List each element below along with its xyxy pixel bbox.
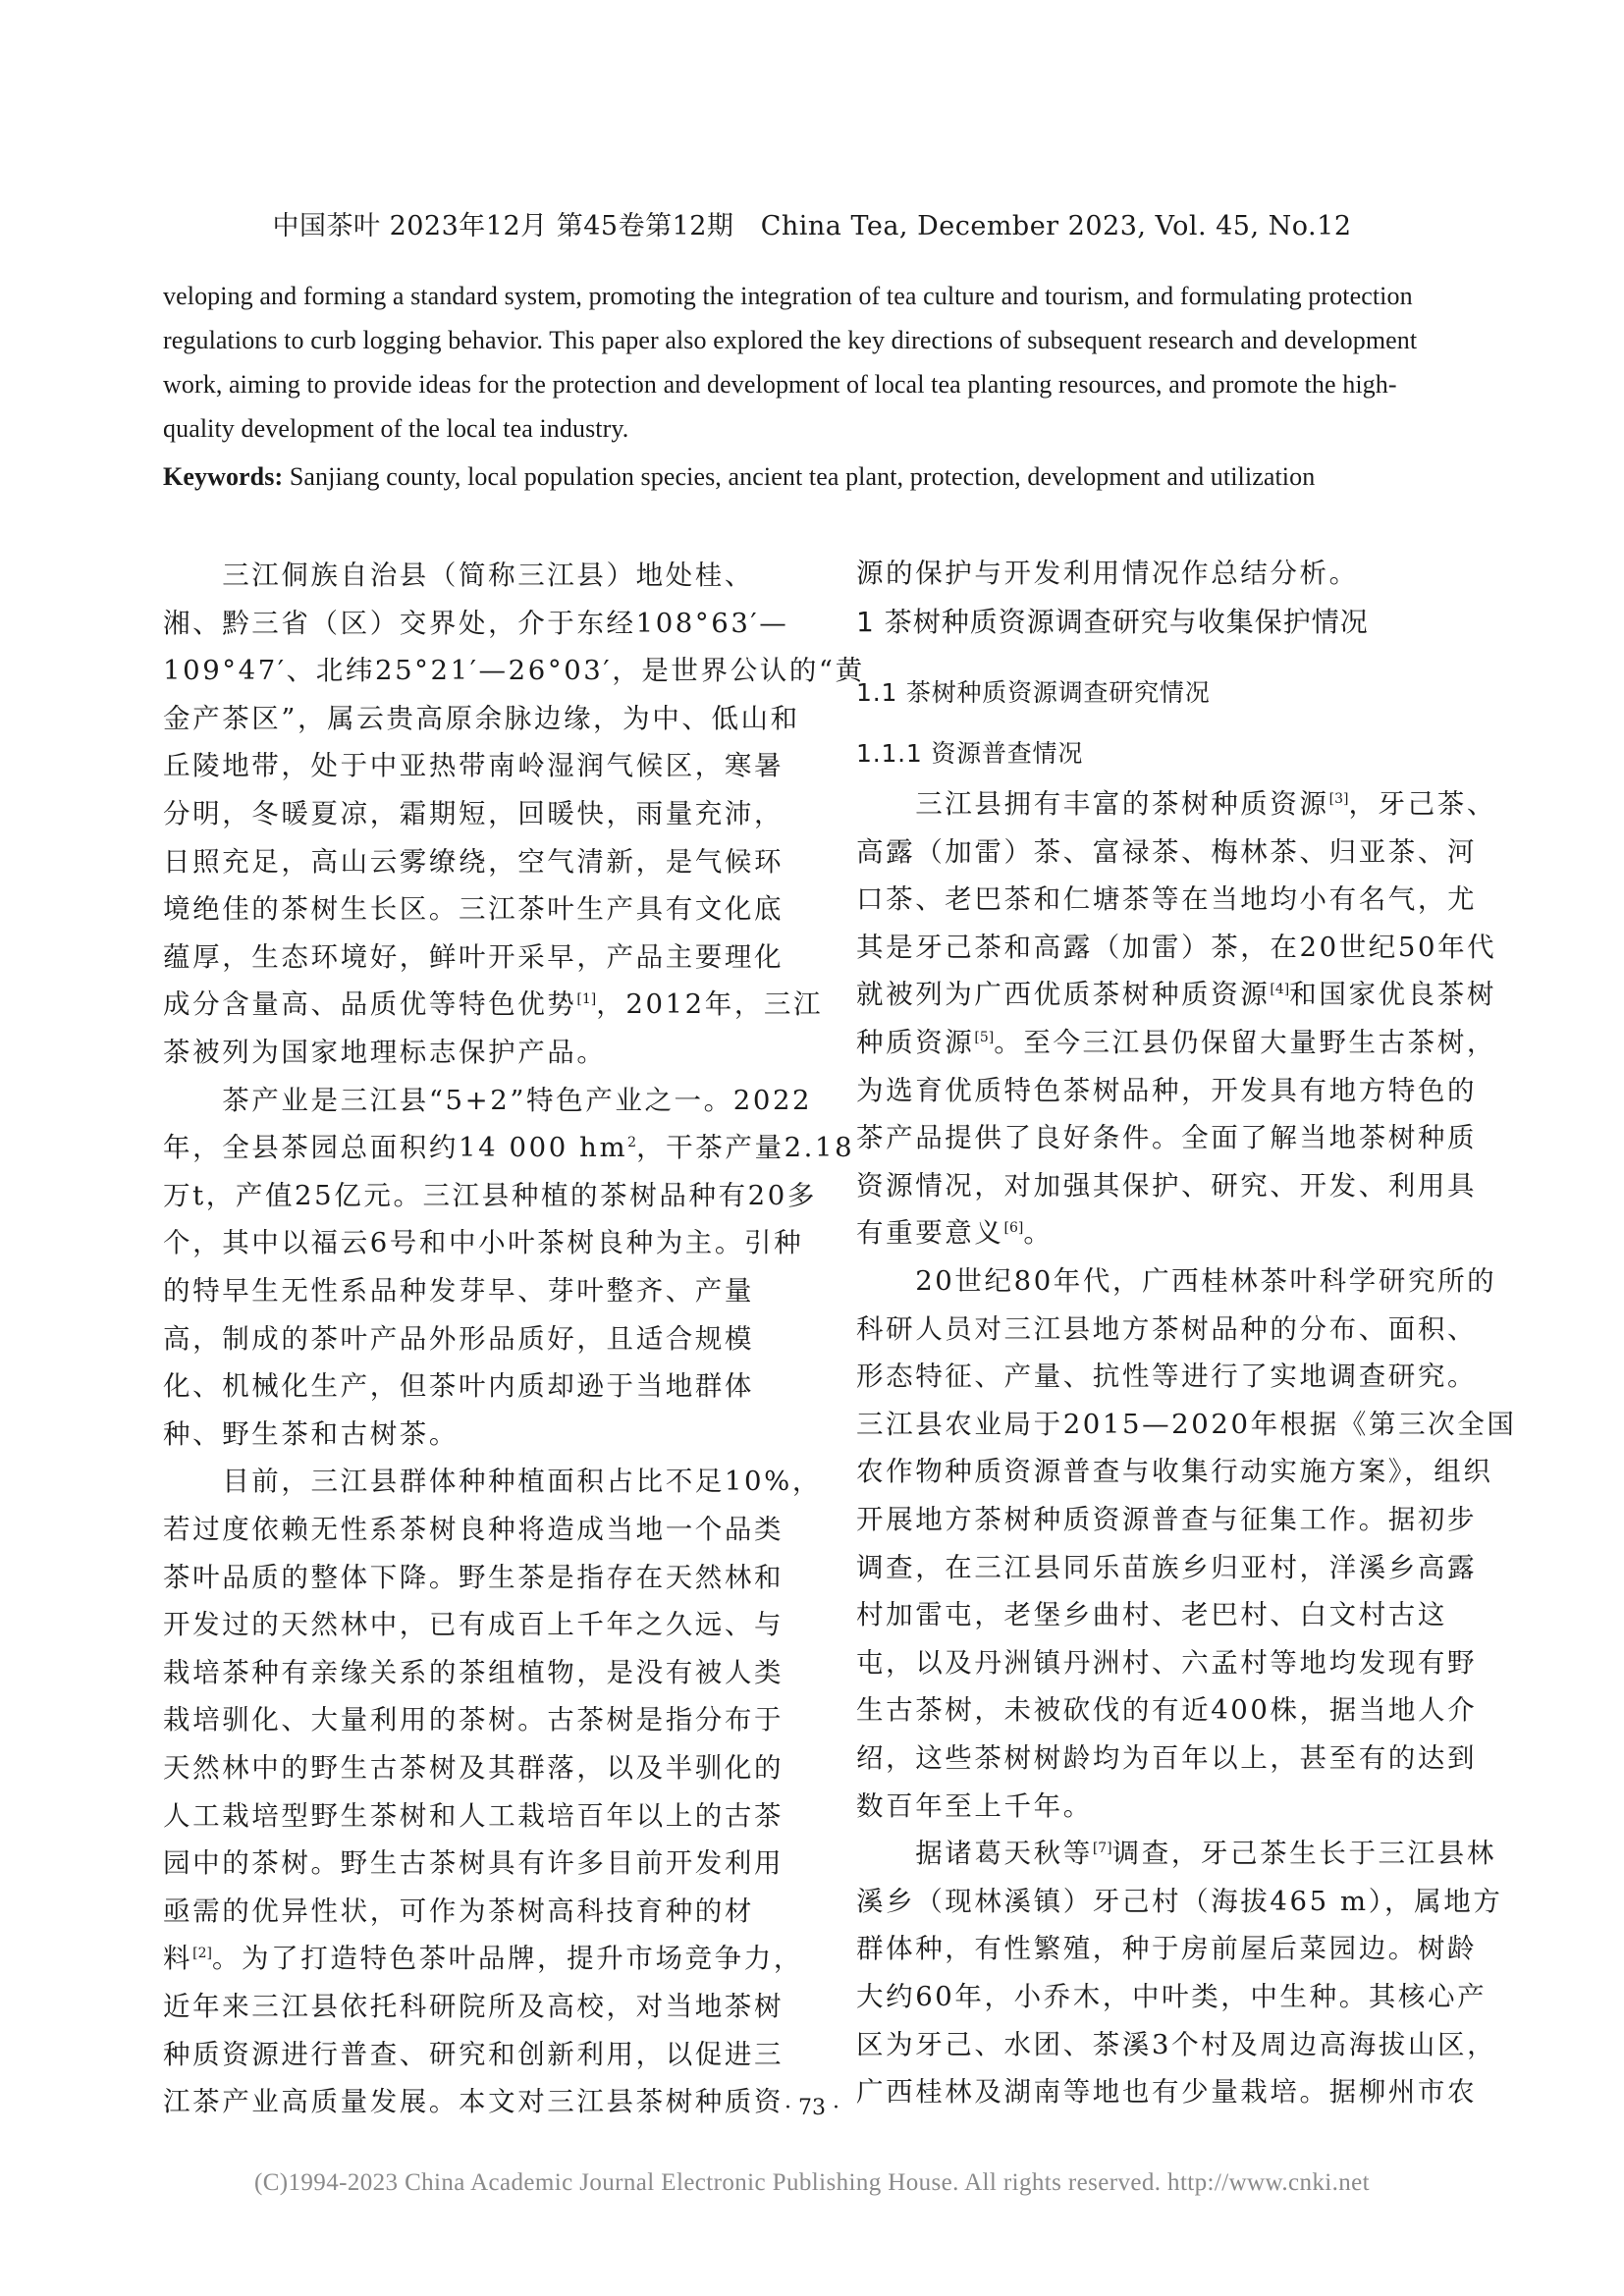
body-text-line: 村加雷屯，老堡乡曲村、老巴村、白文村古这: [856, 1599, 1447, 1631]
body-text-line: 三江侗族自治县（简称三江县）地处桂、: [163, 560, 754, 591]
body-text-line: 三江县拥有丰富的茶树种质资源[3]，牙己茶、: [856, 788, 1496, 820]
abstract-line: work, aiming to provide ideas for the protection and development of local tea planting resources, and promote the high-: [163, 370, 1397, 399]
body-text-line: 有重要意义[6]。: [856, 1217, 1054, 1250]
body-text-line: 化、机械化生产，但茶叶内质却逊于当地群体: [163, 1370, 754, 1403]
body-text-line: 种质资源进行普查、研究和创新利用，以促进三: [163, 2038, 785, 2070]
body-text-line: 湘、黔三省（区）交界处，介于东经108°63′—: [163, 607, 789, 639]
body-text-line: 开展地方茶树种质资源普查与征集工作。据初步: [856, 1504, 1478, 1535]
body-text-line: 口茶、老巴茶和仁塘茶等在当地均小有名气，尤: [856, 883, 1478, 916]
copyright-watermark: (C)1994-2023 China Academic Journal Electronic Publishing House. All rights reserved. http://www.cnki.net: [253, 2169, 1371, 2196]
body-text-line: 屯，以及丹洲镇丹洲村、六孟村等地均发现有野: [856, 1646, 1478, 1679]
body-text-line: 成分含量高、品质优等特色优势[1]，2012年，三江: [163, 988, 824, 1021]
body-text-line: 茶产业是三江县“5+2”特色产业之一。2022: [163, 1084, 813, 1116]
citation-ref: [6]: [1003, 1220, 1024, 1237]
body-text-line: 生古茶树，未被砍伐的有近400株，据当地人介: [856, 1694, 1478, 1727]
citation-ref: [4]: [1270, 982, 1290, 998]
running-header: [0, 204, 1624, 242]
abstract-line: veloping and forming a standard system, promoting the integration of tea culture and tourism, and formulating protection: [163, 282, 1413, 310]
body-text-line: 广西桂林及湖南等地也有少量栽培。据柳州市农: [856, 2076, 1478, 2109]
body-text-line: 形态特征、产量、抗性等进行了实地调查研究。: [856, 1361, 1478, 1393]
citation-ref: [2]: [192, 1946, 212, 1962]
body-text-line: 金产茶区”，属云贵高原余脉边缘，为中、低山和: [163, 702, 800, 734]
body-text-line: 分明，冬暖夏凉，霜期短，回暖快，雨量充沛，: [163, 798, 785, 829]
body-text-line: 江茶产业高质量发展。本文对三江县茶树种质资: [163, 2086, 785, 2118]
page-number: · 73 ·: [785, 2096, 839, 2120]
citation-ref: [7]: [1092, 1841, 1112, 1857]
body-text-line: 亟需的优异性状，可作为茶树高科技育种的材: [163, 1895, 754, 1927]
body-text-line: 境绝佳的茶树生长区。三江茶叶生产具有文化底: [163, 893, 785, 926]
body-text-line: 年，全县茶园总面积约14 000 $hm^2$，干茶产量2.18: [163, 1132, 855, 1164]
keywords: [163, 462, 1469, 492]
body-text-line: 调查，在三江县同乐苗族乡归亚村，洋溪乡高露: [856, 1551, 1478, 1583]
body-text-line: 高露（加雷）茶、富禄茶、梅林茶、归亚茶、河: [856, 835, 1478, 868]
section-heading: 1.1 茶树种质资源调查研究情况: [856, 678, 1211, 707]
body-text-line: 资源情况，对加强其保护、研究、开发、利用具: [856, 1169, 1478, 1201]
body-text-line: 就被列为广西优质茶树种质资源[4]和国家优良茶树: [856, 979, 1496, 1011]
body-text-line: 园中的茶树。野生古茶树具有许多目前开发利用: [163, 1847, 785, 1880]
keywords-text: Sanjiang county, local population species, ancient tea plant, protection, development and utilization: [283, 462, 1316, 491]
journal-title-en: China Tea, December 2023, Vol. 45, No.12: [760, 211, 1352, 241]
keywords-label: Keywords:: [163, 462, 284, 491]
body-text-line: 个，其中以福云6号和中小叶茶树良种为主。引种: [163, 1227, 804, 1259]
body-text-line: 天然林中的野生古茶树及其群落，以及半驯化的: [163, 1752, 785, 1784]
body-text-line: 群体种，有性繁殖，种于房前屋后菜园边。树龄: [856, 1933, 1478, 1965]
body-text-line: 蕴厚，生态环境好，鲜叶开采早，产品主要理化: [163, 940, 785, 973]
body-text-line: 三江县农业局于2015—2020年根据《第三次全国: [856, 1408, 1517, 1440]
body-text-line: 茶产品提供了良好条件。全面了解当地茶树种质: [856, 1122, 1478, 1154]
body-text-line: 料[2]。为了打造特色茶叶品牌，提升市场竞争力，: [163, 1943, 803, 1975]
body-text-line: 栽培茶种有亲缘关系的茶组植物，是没有被人类: [163, 1656, 785, 1688]
body-text-line: 万t，产值25亿元。三江县种植的茶树品种有20多: [163, 1179, 817, 1211]
body-text-line: 20世纪80年代，广西桂林茶叶科学研究所的: [856, 1265, 1497, 1297]
body-text-line: 栽培驯化、大量利用的茶树。古茶树是指分布于: [163, 1704, 785, 1736]
body-text-line: 目前，三江县群体种种植面积占比不足10%，: [163, 1466, 822, 1498]
body-text-line: 源的保护与开发利用情况作总结分析。: [856, 558, 1359, 589]
body-text-line: 开发过的天然林中，已有成百上千年之久远、与: [163, 1609, 785, 1641]
body-text-line: 的特早生无性系品种发芽早、芽叶整齐、产量: [163, 1275, 754, 1307]
body-text-line: 人工栽培型野生茶树和人工栽培百年以上的古茶: [163, 1799, 785, 1832]
abstract-line: regulations to curb logging behavior. This paper also explored the key directions of subsequent research and development: [163, 326, 1418, 354]
citation-ref: [1]: [576, 991, 597, 1008]
body-text-line: 丘陵地带，处于中亚热带南岭湿润气候区，寒暑: [163, 750, 785, 782]
body-text-line: 茶被列为国家地理标志保护产品。: [163, 1037, 607, 1068]
body-text-line: 109°47′、北纬25°21′—26°03′，是世界公认的“黄: [163, 655, 865, 687]
citation-ref: [3]: [1328, 790, 1349, 807]
body-text-line: 溪乡（现林溪镇）牙己村（海拔465 m），属地方: [856, 1885, 1503, 1917]
journal-title-cn: 中国茶叶 2023年12月 第45卷第12期: [272, 211, 734, 241]
body-text-line: 种、野生茶和古树茶。: [163, 1417, 459, 1450]
body-text-line: 茶叶品质的整体下降。野生茶是指存在天然林和: [163, 1561, 785, 1593]
body-text-line: 近年来三江县依托科研院所及高校，对当地茶树: [163, 1991, 785, 2022]
body-text-line: 区为牙己、水团、茶溪3个村及周边高海拔山区，: [856, 2028, 1497, 2060]
citation-ref: 2: [627, 1135, 637, 1151]
body-text-line: 农作物种质资源普查与收集行动实施方案》，组织: [856, 1456, 1493, 1488]
body-text-line: 其是牙己茶和高露（加雷）茶，在20世纪50年代: [856, 931, 1497, 963]
body-text-line: 若过度依赖无性系茶树良种将造成当地一个品类: [163, 1514, 785, 1545]
body-text-line: 绍，这些茶树树龄均为百年以上，甚至有的达到: [856, 1742, 1478, 1774]
body-text-line: 大约60年，小乔木，中叶类，中生种。其核心产: [856, 1981, 1488, 2012]
body-text-line: 高，制成的茶叶产品外形品质好，且适合规模: [163, 1322, 754, 1355]
abstract-line: quality development of the local tea industry.: [163, 414, 629, 443]
body-text-line: 科研人员对三江县地方茶树品种的分布、面积、: [856, 1312, 1478, 1345]
body-text-line: 数百年至上千年。: [856, 1789, 1093, 1822]
citation-ref: [5]: [974, 1029, 995, 1045]
section-heading: 1.1.1 资源普查情况: [856, 739, 1084, 768]
section-heading: 1 茶树种质资源调查研究与收集保护情况: [856, 606, 1369, 638]
body-text-line: 种质资源[5]。至今三江县仍保留大量野生古茶树，: [856, 1027, 1496, 1058]
body-text-line: 日照充足，高山云雾缭绕，空气清新，是气候环: [163, 845, 785, 878]
body-text-line: 为选育优质特色茶树品种，开发具有地方特色的: [856, 1074, 1478, 1106]
body-text-line: 据诸葛天秋等[7]调查，牙己茶生长于三江县林: [856, 1838, 1496, 1870]
